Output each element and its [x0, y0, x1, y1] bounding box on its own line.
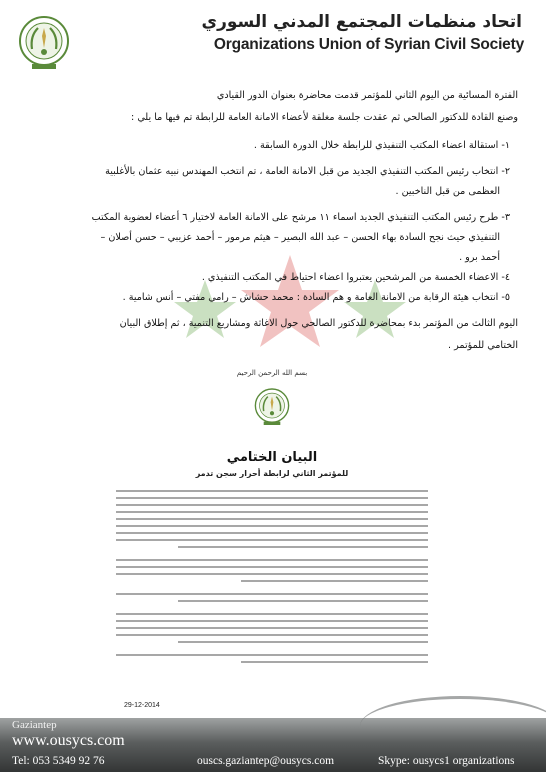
basmala: بسم الله الرحمن الرحيم: [236, 369, 308, 377]
list-item: ٣- طرح رئيس المكتب التنفيذي الجديد اسماء ١١ مرشح على الامانة العامة لاختيار ٦ أعضاء لعضوية المكتب: [91, 212, 510, 223]
document-date: 29-12-2014: [124, 702, 160, 709]
list-item: ٥- انتخاب هيئة الرقابة من الامانة العامة و هم السادة : محمد حشاش – رامي مفتي – أنس شامية .: [122, 292, 510, 303]
list-item-continuation: التنفيذي حيث نجح السادة بهاء الحسن – عبد الله البصير – هيثم مرمور – أحمد عزيبي – حسن أصلان –: [100, 232, 500, 243]
footer-skype: Skype: ousycs1 organizations: [378, 755, 515, 767]
org-name-arabic: اتحاد منظمات المجتمع المدني السوري: [201, 12, 522, 32]
footer-phone: Tel: 053 5349 92 76: [12, 755, 105, 767]
footer-city: Gaziantep: [12, 719, 57, 731]
prisoners-league-emblem-icon: [254, 386, 290, 428]
document-subtitle: للمؤتمر الثاني لرابطة أحرار سجن تدمر: [195, 469, 349, 478]
list-item: ١- استقالة اعضاء المكتب التنفيذي للرابطة خلال الدورة السابقة .: [253, 140, 510, 151]
footer-website-link[interactable]: www.ousycs.com: [12, 732, 125, 749]
article-body: [30, 86, 518, 358]
footer-bar: [0, 718, 546, 772]
final-statement-document-image: [102, 358, 442, 713]
letterhead: [0, 0, 546, 78]
footer-email-link[interactable]: ouscs.gaziantep@ousycs.com: [197, 755, 335, 767]
document-text-block: [116, 490, 428, 668]
outro-line: اليوم الثالث من المؤتمر بدء بمحاضرة للدكتور الصالحي حول الاغاثة ومشاريع التنمية ، ثم إطلاق البيان: [119, 318, 518, 329]
list-item: ٤- الاعضاء الخمسة من المرشحين يعتبروا اعضاء احتياط في المكتب التنفيذي .: [201, 272, 510, 283]
document-title: البيان الختامي: [226, 450, 318, 465]
footer-decoration: [360, 696, 546, 756]
list-item: ٢- انتخاب رئيس المكتب التنفيذي الجديد من قبل الامانة العامة ، تم انتخب المهندس نبيه عثمان بالأغلبية: [105, 166, 510, 177]
intro-line: الفترة المسائية من اليوم الثاني للمؤتمر قدمت محاضرة بعنوان الدور القيادي: [216, 90, 518, 101]
prisoners-league-emblem-icon: [18, 14, 70, 72]
intro-line: وصنع القادة للدكتور الصالحي ثم عقدت جلسة مغلقة لأعضاء الامانة العامة للرابطة تم فيها ما يلي :: [131, 112, 518, 123]
list-item-continuation: أحمد برو .: [459, 252, 500, 263]
list-item-continuation: العظمى من قبل الناخبين .: [395, 186, 500, 197]
org-name-english: Organizations Union of Syrian Civil Society: [213, 36, 524, 53]
outro-line: الختامي للمؤتمر .: [448, 340, 518, 351]
